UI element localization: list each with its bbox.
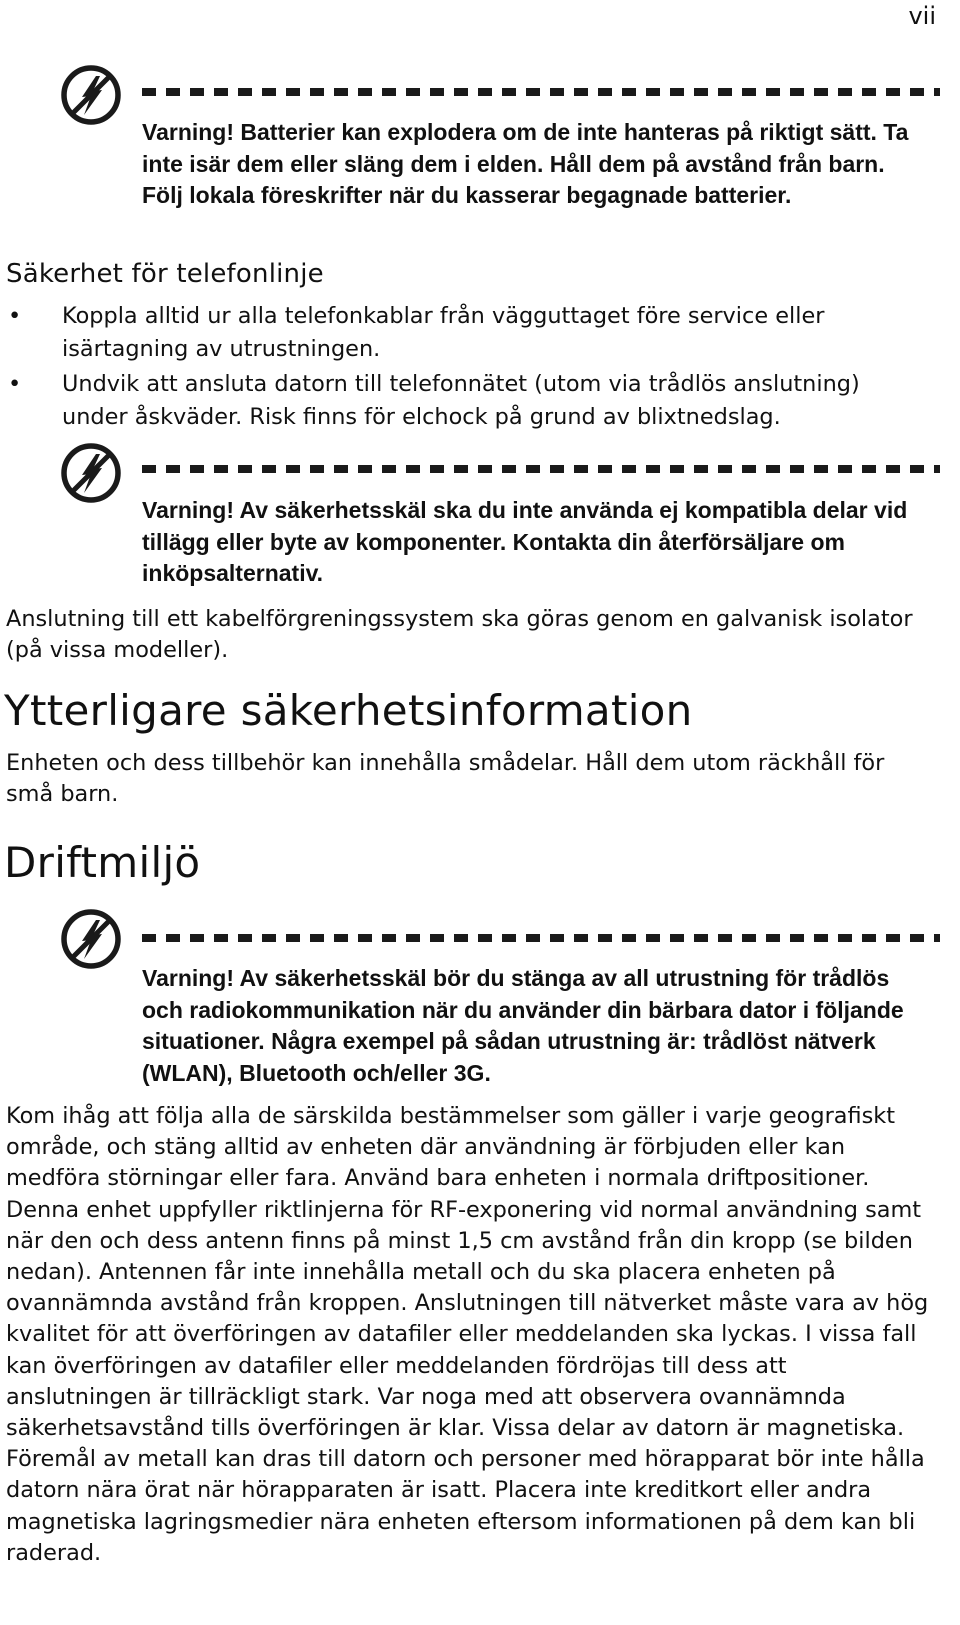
warning-block-3 bbox=[60, 908, 940, 1088]
warning-text: Varning! Av säkerhetsskäl bör du stänga av all utrustning för trådlös och radiokommunikation när du använder din bärbara dator i följande situationer. Några exempel på sådan utrustning är: trådlöst nätverk (WLAN), Bluetooth och/eller 3G. bbox=[142, 965, 904, 1086]
page-number: vii bbox=[908, 2, 936, 30]
warning-block-2 bbox=[60, 442, 940, 592]
cable-paragraph: Anslutning till ett kabelförgreningssystem ska göras genom en galvanisk isolator (på vissa modeller). bbox=[6, 606, 913, 664]
section-heading-environment: Driftmiljö bbox=[4, 838, 201, 887]
environment-paragraph: Kom ihåg att följa alla de särskilda bestämmelser som gäller i varje geografiskt område, och stäng alltid av enheten där användning är förbjuden eller kan medföra störningar eller fara. Använd bara enheten i normala driftpositioner. Denna enhet uppfyller riktlinjerna för RF-exponering vid normal användning samt när den och dess antenn finns på minst 1,5 cm avstånd från din kropp (se bilden nedan). Antennen får inte innehålla metall och du ska placera enheten på ovannämnda avstånd från kroppen. Anslutningen till nätverket måste vara av hög kvalitet för att överföringen av datafiler eller meddelanden ska lyckas. I vissa fall kan överföringen av datafiler eller meddelanden fördröjas till dess att anslutningen är tillräckligt stark. Var noga med att observera ovannämnda säkerhetsavstånd tills överföringen är klar. Vissa delar av datorn är magnetiska. Föremål av metall kan dras till datorn och personer med hörapparat bör inte hålla datorn nära örat när hörapparaten är isatt. Placera inte kreditkort eller andra magnetiska lagringsmedier nära enheten eftersom informationen på dem kan bli raderad. bbox=[6, 1103, 929, 1566]
warning-divider bbox=[142, 88, 940, 96]
phone-bullet-list bbox=[0, 300, 920, 436]
bullet-icon: • bbox=[8, 371, 22, 397]
warning-text: Varning! Batterier kan explodera om de inte hanteras på riktigt sätt. Ta inte isär dem eller släng dem i elden. Håll dem på avstånd från barn. Följ lokala föreskrifter när du kasserar begagnade batterier. bbox=[142, 119, 909, 208]
lightning-warning-icon bbox=[60, 64, 122, 126]
lightning-warning-icon bbox=[60, 442, 122, 504]
bullet-icon: • bbox=[8, 303, 22, 329]
list-item: • Undvik att ansluta datorn till telefonnätet (utom via trådlös anslutning) under åskväder. Risk finns för elchock på grund av blixtnedslag. bbox=[0, 368, 920, 434]
list-item: • Koppla alltid ur alla telefonkablar från vägguttaget före service eller isärtagning av utrustningen. bbox=[0, 300, 920, 366]
warning-text: Varning! Av säkerhetsskäl ska du inte använda ej kompatibla delar vid tillägg eller byte av komponenter. Kontakta din återförsäljare om inköpsalternativ. bbox=[142, 497, 908, 586]
warning-divider bbox=[142, 465, 940, 473]
lightning-warning-icon bbox=[60, 908, 122, 970]
warning-block-1 bbox=[60, 64, 940, 244]
extra-paragraph: Enheten och dess tillbehör kan innehålla smådelar. Håll dem utom räckhåll för små barn. bbox=[6, 750, 885, 808]
section-heading-extra: Ytterligare säkerhetsinformation bbox=[4, 686, 693, 735]
warning-divider bbox=[142, 934, 940, 942]
section-heading-phone: Säkerhet för telefonlinje bbox=[6, 259, 324, 289]
